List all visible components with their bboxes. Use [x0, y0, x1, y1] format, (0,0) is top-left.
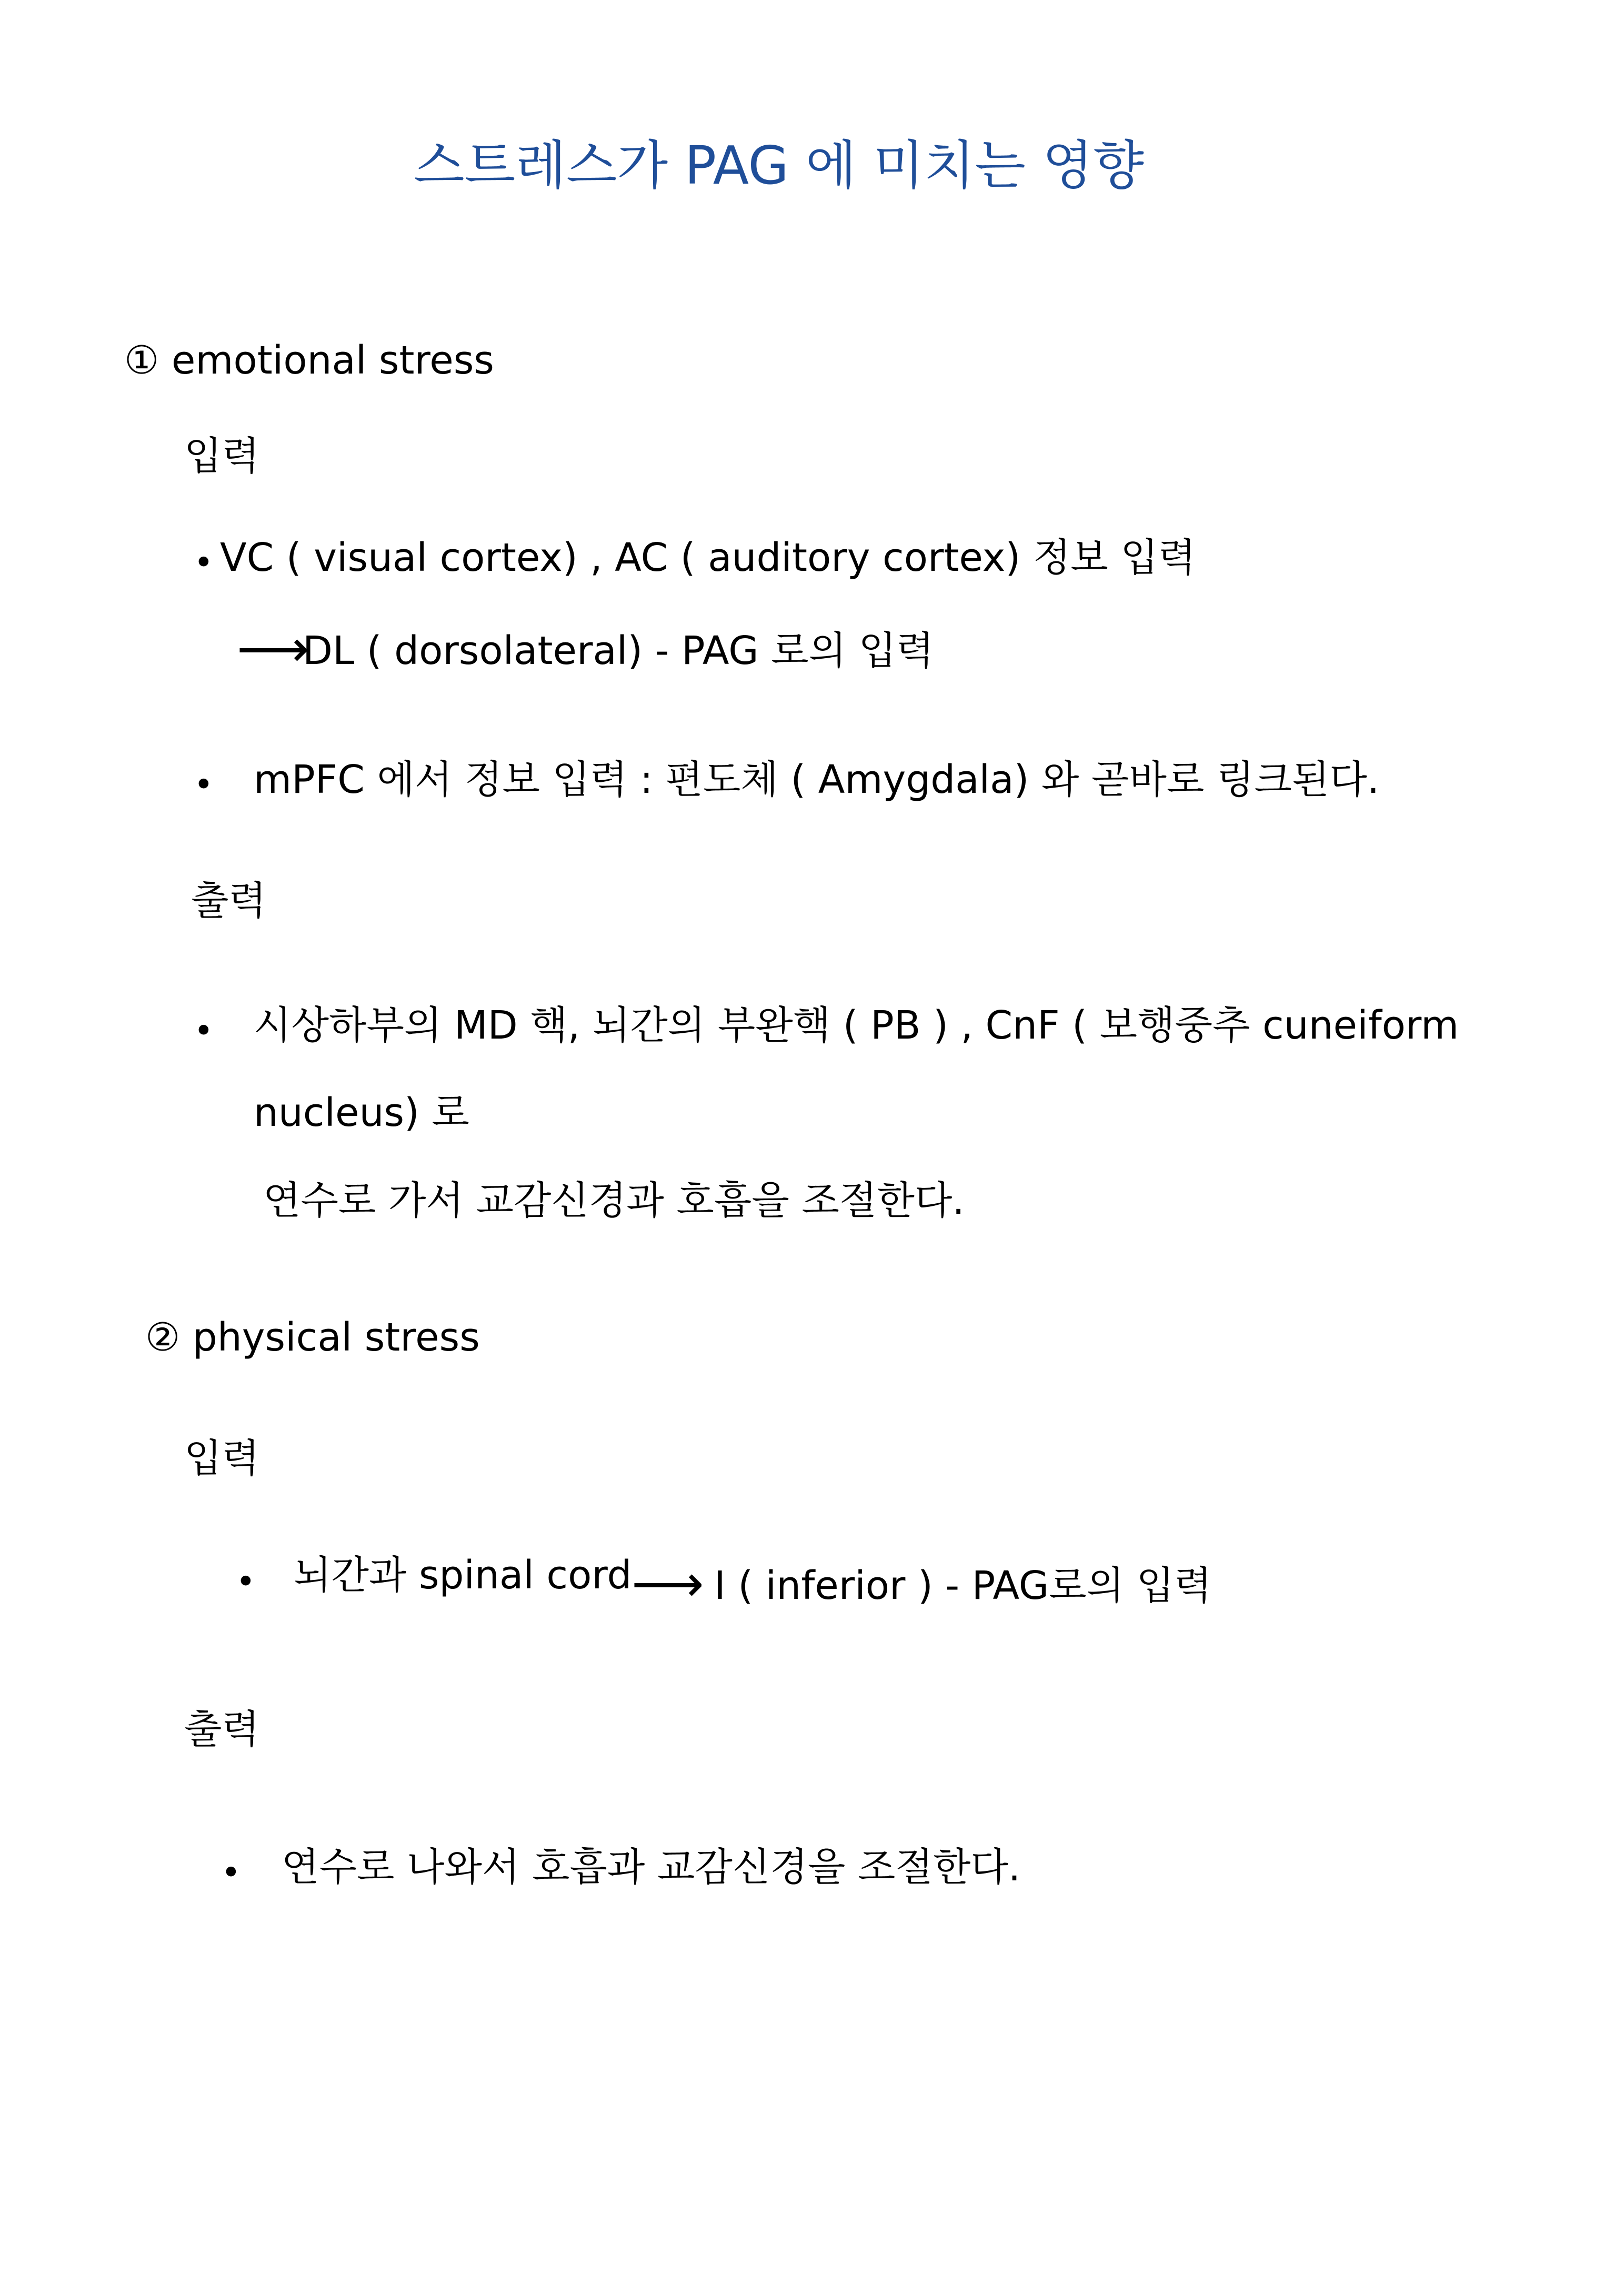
bullet-icon: •	[221, 1854, 241, 1892]
right-arrow-icon: ⟶	[237, 619, 309, 678]
emotional-input-item-2: mPFC 에서 정보 입력 : 편도체 ( Amygdala) 와 곧바로 링크된다.	[254, 757, 1380, 802]
bullet-icon: •	[236, 1563, 256, 1602]
emotional-input-item-1: VC ( visual cortex) , AC ( auditory cortex) 정보 입력	[220, 535, 1196, 580]
emotional-input-label: 입력	[184, 434, 259, 479]
page-title: 스트레스가 PAG 에 미치는 영향	[414, 135, 1144, 196]
emotional-input-item-1-cont: DL ( dorsolateral) - PAG 로의 입력	[303, 628, 934, 673]
emotional-output-line-3: 연수로 가서 교감신경과 호흡을 조절한다.	[263, 1178, 965, 1223]
emotional-output-line-1: 시상하부의 MD 핵, 뇌간의 부완핵 ( PB ) , CnF ( 보행중추 cuneiform	[254, 1003, 1459, 1048]
physical-output-label: 출력	[184, 1707, 259, 1752]
bullet-icon: •	[194, 766, 214, 804]
section-heading-physical: ② physical stress	[145, 1315, 480, 1360]
physical-output-item: 연수로 나와서 호흡과 교감신경을 조절한다.	[282, 1845, 1021, 1890]
physical-input-item-left: 뇌간과 spinal cord	[294, 1553, 632, 1598]
emotional-output-line-2: nucleus) 로	[254, 1090, 469, 1135]
bullet-icon: •	[194, 1012, 214, 1051]
physical-input-item-right: I ( inferior ) - PAG로의 입력	[714, 1563, 1212, 1608]
emotional-output-label: 출력	[191, 878, 266, 923]
section-heading-emotional: ① emotional stress	[124, 338, 494, 383]
physical-input-label: 입력	[184, 1436, 259, 1481]
right-arrow-icon: ⟶	[631, 1554, 704, 1613]
bullet-icon: •	[194, 543, 214, 582]
